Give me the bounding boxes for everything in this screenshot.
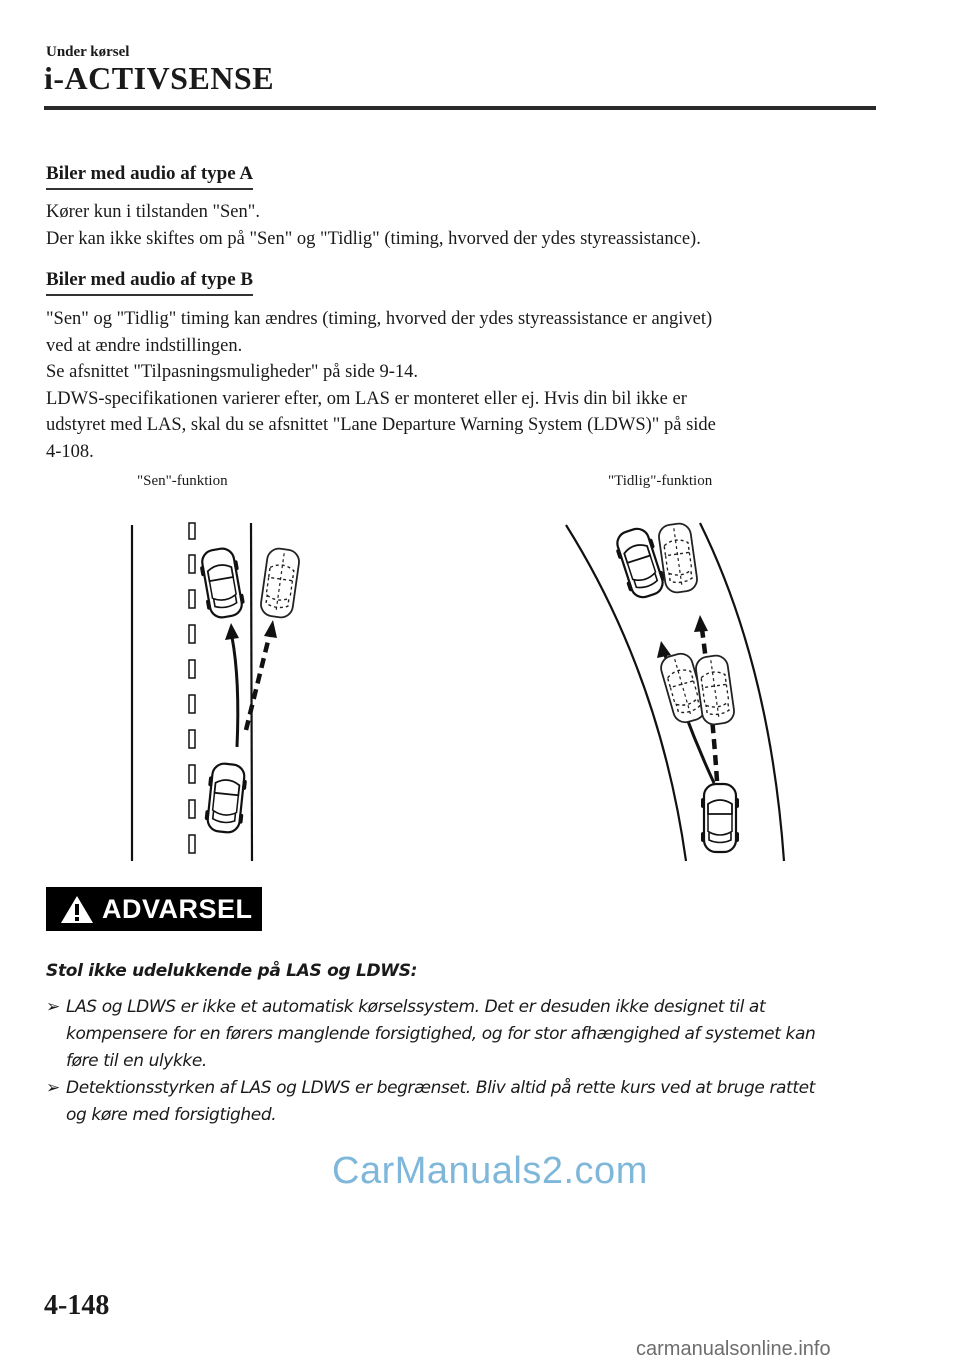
arrow-head-icon	[225, 623, 239, 640]
warning-label: ADVARSEL	[102, 893, 253, 924]
type-a-line: Der kan ikke skiftes om på "Sen" og "Tidlig" (timing, hvorved der ydes styreassistance).	[46, 228, 701, 249]
warning-item-line: kompensere for en førers manglende forsigtighed, og for stor afhængighed af systemet kan	[66, 1024, 816, 1044]
warning-item-line: og køre med forsigtighed.	[66, 1105, 277, 1125]
warning-item-line: Detektionsstyrken af LAS og LDWS er begrænset. Bliv altid på rette kurs ved at bruge rattet	[66, 1078, 815, 1098]
type-b-line: Se afsnittet "Tilpasningsmuligheder" på side 9-14.	[46, 362, 419, 382]
warning-banner	[46, 887, 262, 931]
arrow-head-icon	[264, 620, 277, 638]
warning-heading: Stol ikke udelukkende på LAS og LDWS:	[46, 961, 418, 981]
car-icon	[197, 546, 246, 620]
warning-triangle-icon	[60, 894, 94, 924]
section-label: Under kørsel	[46, 44, 130, 60]
warning-item	[46, 994, 876, 1075]
warning-list	[46, 994, 876, 1129]
type-b-body	[46, 306, 876, 465]
watermark: CarManuals2.com	[332, 1150, 648, 1192]
type-a-heading: Biler med audio af type A	[46, 163, 253, 190]
title-rule	[44, 106, 876, 110]
type-b-heading: Biler med audio af type B	[46, 269, 253, 296]
warning-item-line: føre til en ulykke.	[66, 1051, 207, 1071]
figure-caption-late: "Sen"-funktion	[137, 473, 228, 489]
car-icon	[701, 784, 739, 852]
lane-assist-diagram	[100, 505, 860, 875]
car-ghost-icon	[259, 547, 300, 619]
type-b-line: "Sen" og "Tidlig" timing kan ændres (timing, hvorved der ydes styreassistance er angivet)	[46, 309, 713, 329]
dashed-lane-marking	[189, 523, 195, 853]
section-title: i-ACTIVSENSE	[44, 60, 275, 96]
car-icon	[204, 762, 249, 834]
arrow-head-icon	[694, 615, 708, 632]
bullet-arrow-icon: ➢	[46, 1078, 60, 1098]
late-mode-diagram	[132, 523, 301, 861]
early-correction-path-dashed	[246, 633, 270, 730]
early-mode-diagram	[566, 522, 784, 861]
type-b-line: udstyret med LAS, skal du se afsnittet "Lane Departure Warning System (LDWS)" på side	[46, 415, 716, 435]
type-b-line: LDWS-specifikationen varierer efter, om LAS er monteret eller ej. Hvis din bil ikke er	[46, 388, 687, 409]
bullet-arrow-icon: ➢	[46, 997, 60, 1017]
warning-item-line: LAS og LDWS er ikke et automatisk kørselssystem. Det er desuden ikke designet til at	[66, 997, 766, 1017]
type-a-body	[46, 199, 876, 252]
warning-item	[46, 1075, 876, 1129]
arrow-head-icon	[657, 641, 671, 658]
type-b-line: ved at ændre indstillingen.	[46, 335, 243, 356]
type-a-line: Kører kun i tilstanden "Sen".	[46, 202, 260, 222]
figure-caption-early: "Tidlig"-funktion	[608, 473, 713, 489]
lane-edge-line	[251, 523, 252, 861]
type-b-line: 4-108.	[46, 441, 94, 462]
late-correction-path	[232, 637, 238, 747]
footer-watermark: carmanualsonline.info	[636, 1338, 831, 1360]
page-number: 4-148	[44, 1290, 110, 1321]
